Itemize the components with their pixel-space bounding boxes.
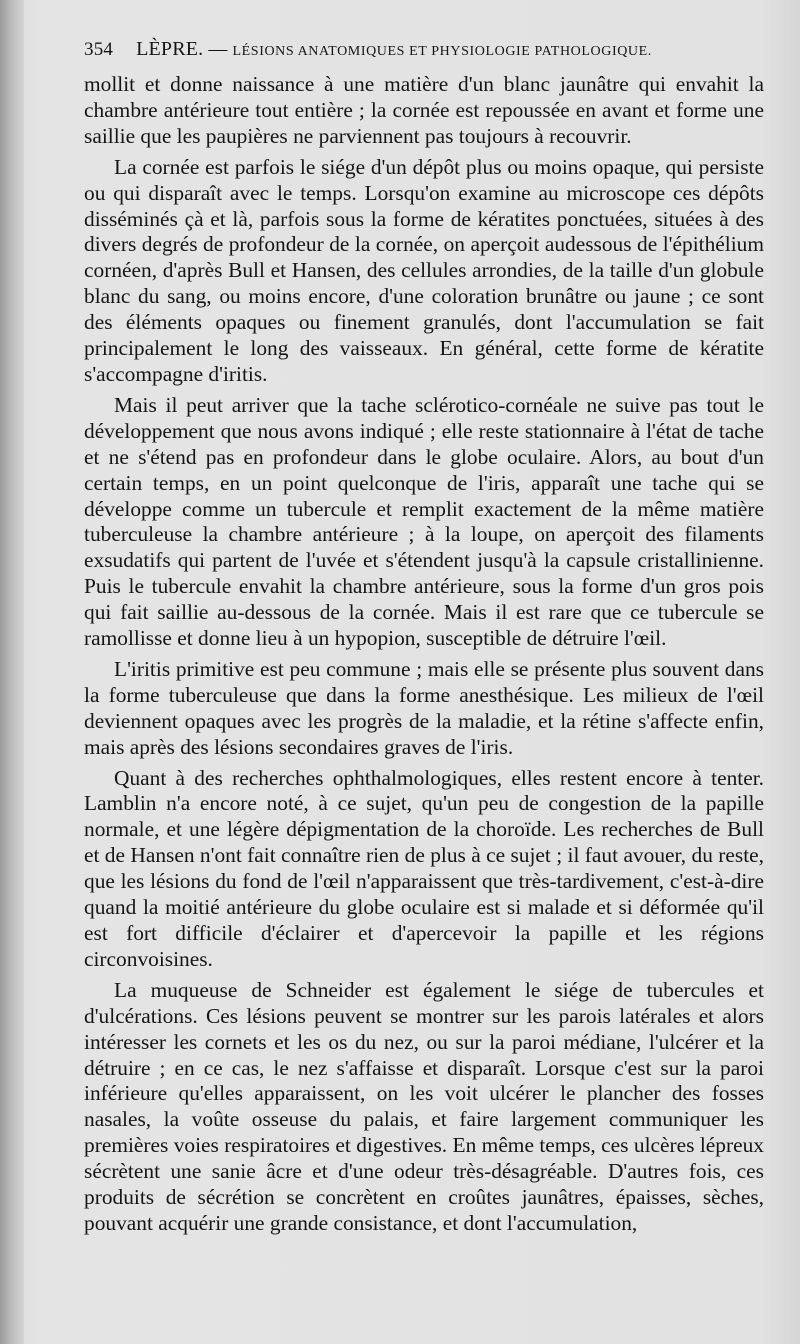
running-head [84, 38, 774, 68]
paragraph-sclerotic-spot: Mais il peut arriver que la tache sclérotico-cornéale ne suive pas tout le développement que nous avons indiqué ; elle reste stationnaire à l'état de tache et ne s'étend pas en profondeur dans le globe oculaire. Alors, au bout d'un certain temps, en un point quelconque de l'iris, apparaît une tache qui se développe comme un tubercule et remplit exactement de la même matière tuberculeuse la chambre antérieure ; à la loupe, on aperçoit des filaments exsudatifs qui partent de l'uvée et s'étendent jusqu'à la capsule cristallinienne. Puis le tubercule envahit la chambre antérieure, sous la forme d'un gros pois qui fait saillie au-dessous de la cornée. Mais il est rare que ce tubercule se ramollisse et donne lieu à un hypopion, susceptible de détruire l'œil. [84, 392, 764, 651]
chapter-title: LÈPRE. [136, 38, 204, 60]
paragraph-continuation: mollit et donne naissance à une matière d'un blanc jaunâtre qui envahit la chambre antérieure tout entière ; la cornée est repoussée en avant et forme une saillie que les paupières ne parviennent pas toujours à recouvrir. [84, 72, 764, 148]
paragraph-ophthalmology: Quant à des recherches ophthalmologiques, elles restent encore à tenter. Lamblin n'a encore noté, à ce sujet, qu'un peu de congestion de la papille normale, et une légère dépigmentation de la choroïde. Les recherches de Bull et de Hansen n'ont fait connaître rien de plus à ce sujet ; il faut avouer, du reste, que les lésions du fond de l'œil n'apparaissent que très-tardivement, c'est-à-dire quand la moitié antérieure du globe oculaire est si malade et si déformée qu'il est fort difficile d'éclairer et d'apercevoir la papille et les régions circonvoisines. [84, 765, 764, 971]
header-separator: — [208, 39, 228, 60]
section-title: LÉSIONS ANATOMIQUES ET PHYSIOLOGIE PATHOLOGIQUE. [232, 44, 652, 59]
page-gutter [0, 0, 24, 1344]
paragraph-schneider-mucosa: La muqueuse de Schneider est également le siége de tubercules et d'ulcérations. Ces lésions peuvent se montrer sur les parois latérales et alors intéresser les cornets et les os du nez, ou sur la paroi médiane, l'ulcérer et la détruire ; en ce cas, le nez s'affaisse et disparaît. Lorsque c'est sur la paroi inférieure qu'elles apparaissent, on les voit ulcérer le plancher des fosses nasales, la voûte osseuse du palais, et faire largement communiquer les premières voies respiratoires et digestives. En même temps, ces ulcères lépreux sécrètent une sanie âcre et d'une odeur très-désagréable. D'autres fois, ces produits de sécrétion se concrètent en croûtes jaunâtres, épaisses, sèches, pouvant acquérir une grande consistance, et dont l'accumulation, [84, 977, 764, 1235]
paragraph-cornea: La cornée est parfois le siége d'un dépôt plus ou moins opaque, qui persiste ou qui disparaît avec le temps. Lorsqu'on examine au microscope ces dépôts disséminés çà et là, parfois sous la forme de kératites ponctuées, situées à des divers degrés de profondeur de la cornée, on aperçoit audessous de l'épithélium cornéen, d'après Bull et Hansen, des cellules arrondies, de la taille d'un globule blanc du sang, ou moins encore, d'une coloration brunâtre ou jaune ; ce sont des éléments opaques ou finement granulés, dont l'accumulation se fait principalement le long des vaisseaux. En général, cette forme de kératite s'accompagne d'iritis. [84, 154, 764, 386]
body-text [84, 72, 764, 1237]
paragraph-iritis: L'iritis primitive est peu commune ; mais elle se présente plus souvent dans la forme tuberculeuse que dans la forme anesthésique. Les milieux de l'œil deviennent opaques avec les progrès de la maladie, et la rétine s'affecte enfin, mais après des lésions secondaires graves de l'iris. [84, 656, 764, 759]
page-number: 354 [84, 39, 114, 60]
